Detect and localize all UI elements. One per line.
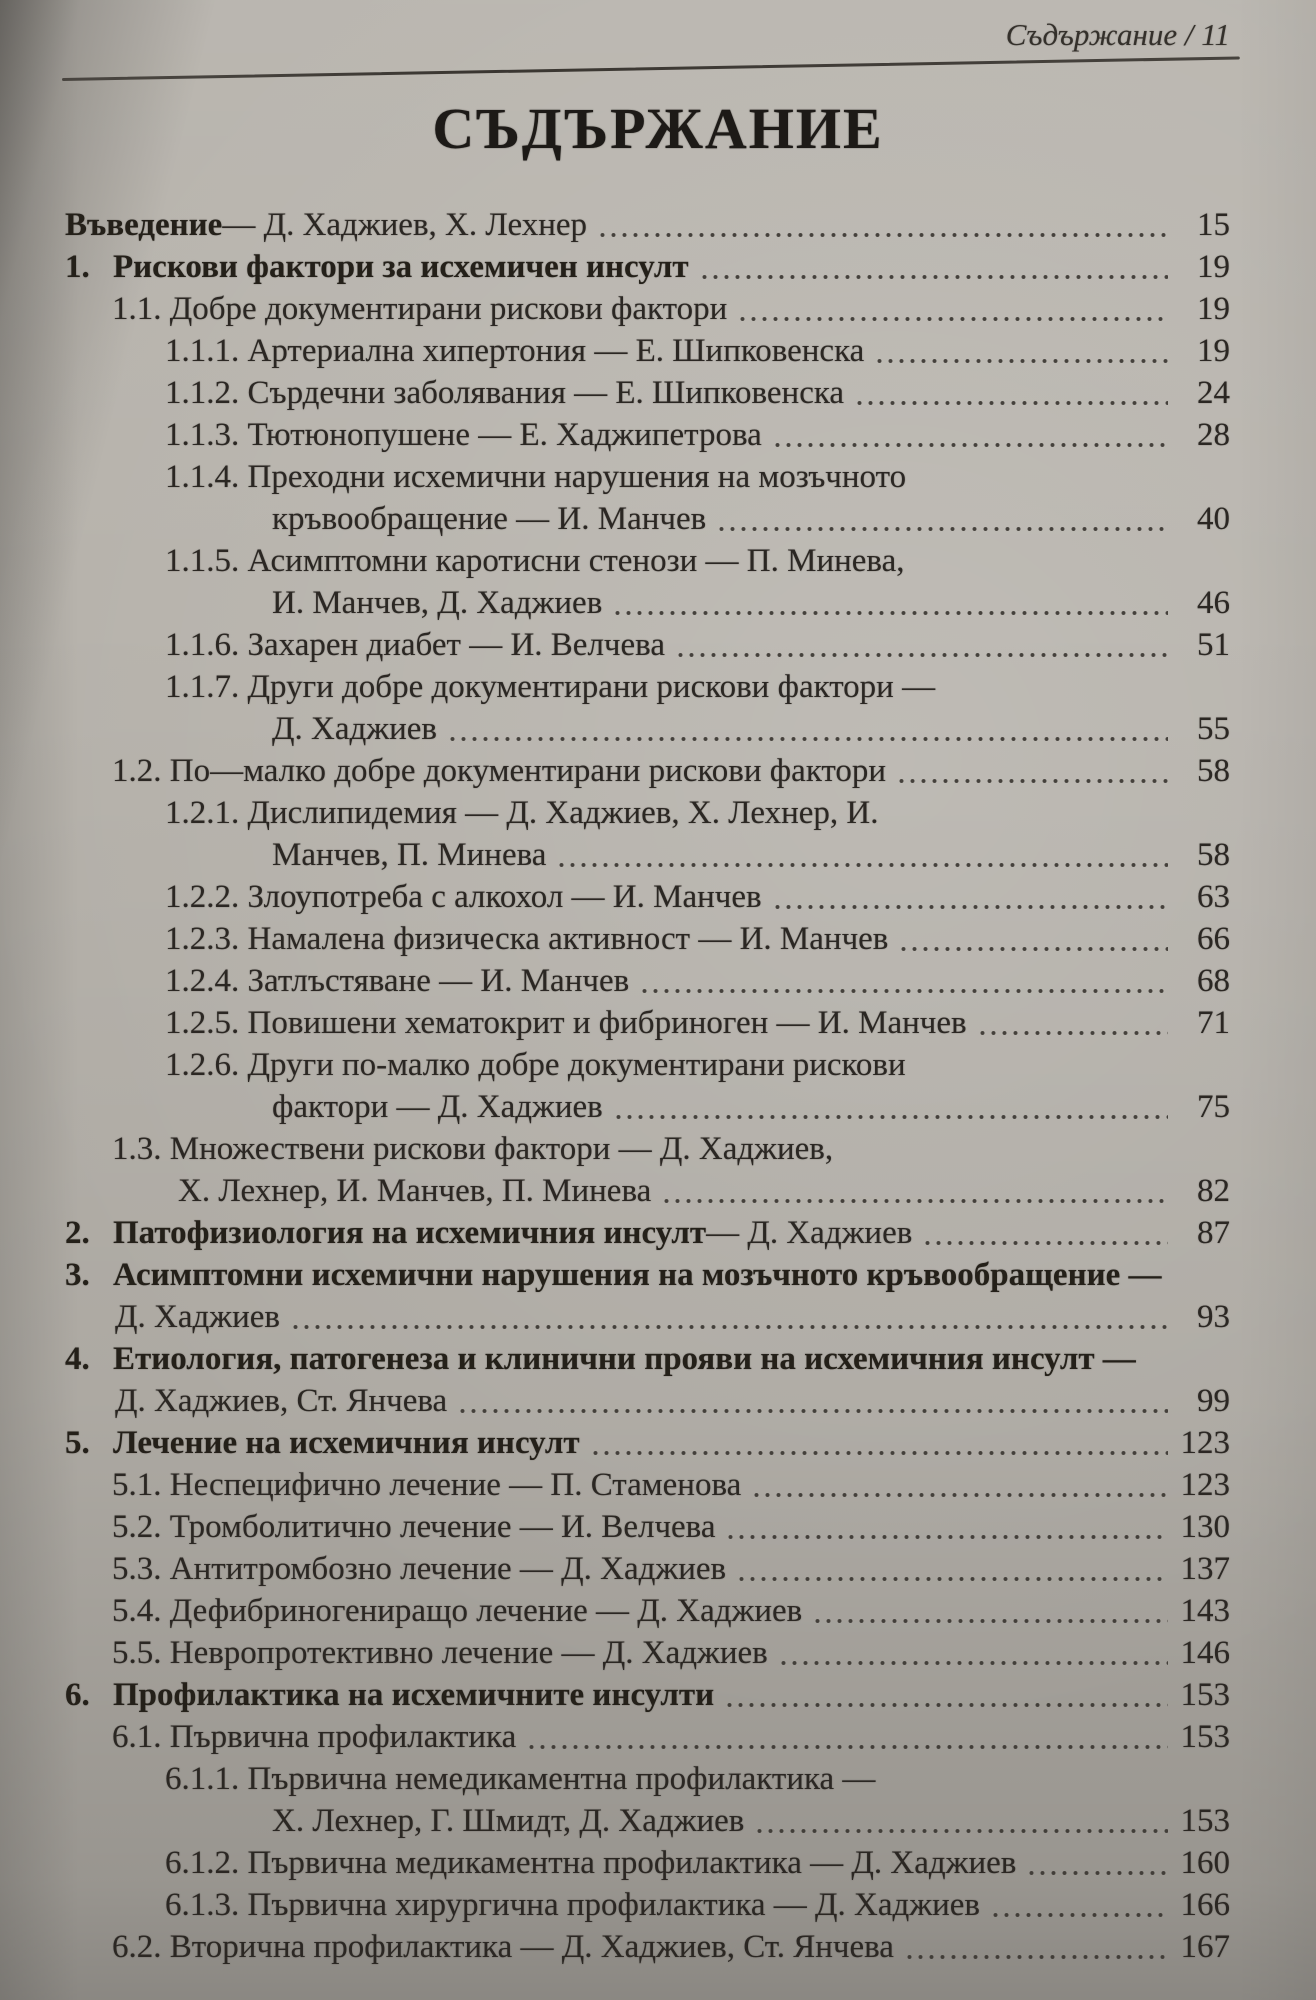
page-number: 137 <box>1180 1551 1230 1587</box>
toc-entry <box>0 1338 1316 1380</box>
toc-list <box>0 204 1316 1968</box>
page-number: 71 <box>1197 1005 1230 1041</box>
entry-text: — Д. Хаджиев <box>706 1215 913 1251</box>
page-number: 19 <box>1197 249 1230 285</box>
page-number: 19 <box>1197 291 1230 327</box>
toc-entry <box>0 960 1316 1002</box>
toc-entry <box>0 1590 1316 1632</box>
dot-leader <box>778 1632 1168 1674</box>
entry-text: 1.1.7. Други добре документирани рискови фактори — <box>165 669 936 705</box>
page-number: 87 <box>1197 1215 1230 1251</box>
toc-entry <box>0 1296 1316 1338</box>
page-number: 167 <box>1180 1929 1230 1965</box>
toc-entry <box>0 792 1316 834</box>
toc-entry <box>0 666 1316 708</box>
dot-leader <box>854 372 1168 414</box>
dot-leader <box>772 414 1168 456</box>
toc-entry <box>0 1464 1316 1506</box>
page-number: 19 <box>1197 333 1230 369</box>
entry-text: фактори — Д. Хаджиев <box>272 1089 603 1125</box>
dot-leader <box>457 1380 1168 1422</box>
toc-entry <box>0 1884 1316 1926</box>
entry-text: 1.1.6. Захарен диабет — И. Велчева <box>165 627 665 663</box>
dot-leader <box>904 1926 1168 1968</box>
page-number: 63 <box>1197 879 1230 915</box>
dot-leader <box>556 834 1168 876</box>
entry-title-bold: Рискови фактори за исхемичен инсулт <box>113 249 689 285</box>
toc-entry <box>0 624 1316 666</box>
entry-text: 1.1. Добре документирани рискови фактори <box>112 291 728 327</box>
toc-entry <box>0 330 1316 372</box>
toc-entry <box>0 1926 1316 1968</box>
page-number: 40 <box>1197 501 1230 537</box>
toc-entry <box>0 1506 1316 1548</box>
entry-text: 5.2. Тромболитично лечение — И. Велчева <box>112 1509 716 1545</box>
entry-text: 6.1.2. Първична медикаментна профилактика — Д. Хаджиев <box>165 1845 1017 1881</box>
entry-number: 2. <box>65 1215 90 1251</box>
page-number: 123 <box>1180 1467 1230 1503</box>
page-number: 24 <box>1197 375 1230 411</box>
toc-entry <box>0 414 1316 456</box>
dot-leader <box>447 708 1168 750</box>
dot-leader <box>699 246 1168 288</box>
page-number: 160 <box>1180 1845 1230 1881</box>
entry-text: Д. Хаджиев, Ст. Янчева <box>115 1383 448 1419</box>
toc-entry <box>0 1128 1316 1170</box>
dot-leader <box>751 1464 1168 1506</box>
entry-title-bold: Патофизиология на исхемичния инсулт <box>113 1215 707 1251</box>
entry-title-bold: Лечение на исхемичния инсулт <box>113 1425 580 1461</box>
page-number: 58 <box>1197 837 1230 873</box>
dot-leader <box>990 1884 1168 1926</box>
toc-entry <box>0 708 1316 750</box>
entry-text: 6.2. Вторична профилактика — Д. Хаджиев, Ст. Янчева <box>112 1929 894 1965</box>
entry-text: 5.4. Дефибриногениращо лечение — Д. Хаджиев <box>112 1593 803 1629</box>
dot-leader <box>725 1506 1168 1548</box>
entry-text: Д. Хаджиев <box>115 1299 280 1335</box>
dot-leader <box>896 750 1168 792</box>
toc-entry <box>0 456 1316 498</box>
dot-leader <box>1026 1842 1168 1884</box>
page-number: 51 <box>1197 627 1230 663</box>
dot-leader <box>590 1422 1168 1464</box>
dot-leader <box>874 330 1168 372</box>
toc-entry <box>0 1254 1316 1296</box>
toc-entry <box>0 1086 1316 1128</box>
toc-entry <box>0 918 1316 960</box>
dot-leader <box>736 1548 1168 1590</box>
entry-text: 1.2.3. Намалена физическа активност — И. Манчев <box>165 921 889 957</box>
toc-entry <box>0 1002 1316 1044</box>
toc-entry <box>0 372 1316 414</box>
entry-number: 5. <box>65 1425 90 1461</box>
page-number: 28 <box>1197 417 1230 453</box>
dot-leader <box>737 288 1168 330</box>
toc-entry <box>0 1212 1316 1254</box>
dot-leader <box>661 1170 1168 1212</box>
toc-entry <box>0 540 1316 582</box>
entry-text: 1.3. Множествени рискови фактори — Д. Хаджиев, <box>112 1131 834 1167</box>
toc-entry <box>0 498 1316 540</box>
entry-text: 1.1.1. Артериална хипертония — Е. Шипковенска <box>165 333 865 369</box>
page-number: 55 <box>1197 711 1230 747</box>
dot-leader <box>612 582 1168 624</box>
toc-entry <box>0 834 1316 876</box>
page-number: 93 <box>1197 1299 1230 1335</box>
entry-text: 5.5. Невропротективно лечение — Д. Хаджиев <box>112 1635 768 1671</box>
entry-text: 1.1.5. Асимптомни каротисни стенози — П. Минева, <box>165 543 905 579</box>
entry-number: 3. <box>65 1257 90 1293</box>
dot-leader <box>724 1674 1168 1716</box>
dot-leader <box>922 1212 1168 1254</box>
dot-leader <box>613 1086 1168 1128</box>
page-number: 153 <box>1180 1677 1230 1713</box>
entry-text: Х. Лехнер, Г. Шмидт, Д. Хаджиев <box>272 1803 745 1839</box>
page-number: 166 <box>1180 1887 1230 1923</box>
dot-leader <box>977 1002 1168 1044</box>
toc-entry <box>0 1044 1316 1086</box>
entry-text: 6.1.1. Първична немедикаментна профилактика — <box>165 1761 876 1797</box>
entry-text: 6.1. Първична профилактика <box>112 1719 517 1755</box>
page-number: 68 <box>1197 963 1230 999</box>
entry-text: 1.2.2. Злоупотреба с алкохол — И. Манчев <box>165 879 762 915</box>
entry-text: 1.2.6. Други по-малко добре документирани рискови <box>165 1047 906 1083</box>
page-title: СЪДЪРЖАНИЕ <box>432 96 884 161</box>
entry-title-bold: Профилактика на исхемичните инсулти <box>113 1677 715 1713</box>
toc-entry <box>0 750 1316 792</box>
toc-entry <box>0 582 1316 624</box>
page-number: 58 <box>1197 753 1230 789</box>
page-number: 75 <box>1197 1089 1230 1125</box>
running-header: Съдържание / 11 <box>1005 17 1230 52</box>
entry-text: 6.1.3. Първична хирургична профилактика — Д. Хаджиев <box>165 1887 981 1923</box>
page-number: 99 <box>1197 1383 1230 1419</box>
page-number: 123 <box>1180 1425 1230 1461</box>
page-number: 66 <box>1197 921 1230 957</box>
dot-leader <box>290 1296 1168 1338</box>
toc-entry <box>0 1170 1316 1212</box>
toc-entry <box>0 1422 1316 1464</box>
entry-number: 6. <box>65 1677 90 1713</box>
header-rule <box>62 56 1240 81</box>
page-number: 15 <box>1197 207 1230 243</box>
toc-entry <box>0 1758 1316 1800</box>
page-number: 153 <box>1180 1803 1230 1839</box>
page-number: 153 <box>1180 1719 1230 1755</box>
entry-text: 5.1. Неспецифично лечение — П. Стаменова <box>112 1467 742 1503</box>
dot-leader <box>812 1590 1168 1632</box>
toc-entry <box>0 1674 1316 1716</box>
entry-title-bold: Етиология, патогенеза и клинични прояви на исхемичния инсулт — <box>113 1341 1136 1377</box>
toc-entry <box>0 288 1316 330</box>
toc-entry <box>0 1632 1316 1674</box>
toc-entry <box>0 204 1316 246</box>
entry-text: кръвообращение — И. Манчев <box>272 501 707 537</box>
entry-text: 1.1.4. Преходни исхемични нарушения на мозъчното <box>165 459 907 495</box>
page-number: 82 <box>1197 1173 1230 1209</box>
entry-title-bold: Въведение <box>65 207 223 243</box>
dot-leader <box>772 876 1168 918</box>
entry-text: 1.2.4. Затлъстяване — И. Манчев <box>165 963 630 999</box>
entry-number: 4. <box>65 1341 90 1377</box>
entry-text: 1.1.2. Сърдечни заболявания — Е. Шипковенска <box>165 375 845 411</box>
entry-text: И. Манчев, Д. Хаджиев <box>272 585 603 621</box>
toc-entry <box>0 1716 1316 1758</box>
entry-text: 5.3. Антитромбозно лечение — Д. Хаджиев <box>112 1551 727 1587</box>
dot-leader <box>526 1716 1168 1758</box>
dot-leader <box>639 960 1168 1002</box>
entry-text: — Д. Хаджиев, Х. Лехнер <box>222 207 588 243</box>
toc-entry <box>0 876 1316 918</box>
dot-leader <box>754 1800 1168 1842</box>
entry-text: Манчев, П. Минева <box>272 837 547 873</box>
dot-leader <box>898 918 1168 960</box>
page-number: 146 <box>1180 1635 1230 1671</box>
toc-entry <box>0 1548 1316 1590</box>
entry-text: 1.2. По—малко добре документирани рискови фактори <box>112 753 887 789</box>
entry-number: 1. <box>65 249 90 285</box>
dot-leader <box>675 624 1168 666</box>
entry-text: 1.2.1. Дислипидемия — Д. Хаджиев, Х. Лехнер, И. <box>165 795 879 831</box>
toc-entry <box>0 246 1316 288</box>
entry-text: Х. Лехнер, И. Манчев, П. Минева <box>178 1173 652 1209</box>
page-number: 143 <box>1180 1593 1230 1629</box>
toc-entry <box>0 1842 1316 1884</box>
page-number: 46 <box>1197 585 1230 621</box>
dot-leader <box>716 498 1168 540</box>
toc-entry <box>0 1800 1316 1842</box>
entry-text: 1.2.5. Повишени хематокрит и фибриноген — И. Манчев <box>165 1005 967 1041</box>
entry-text: 1.1.3. Тютюнопушене — Е. Хаджипетрова <box>165 417 762 453</box>
page-number: 130 <box>1180 1509 1230 1545</box>
entry-title-bold: Асимптомни исхемични нарушения на мозъчното кръвообращение — <box>113 1257 1162 1293</box>
toc-entry <box>0 1380 1316 1422</box>
dot-leader <box>597 204 1168 246</box>
entry-text: Д. Хаджиев <box>272 711 437 747</box>
